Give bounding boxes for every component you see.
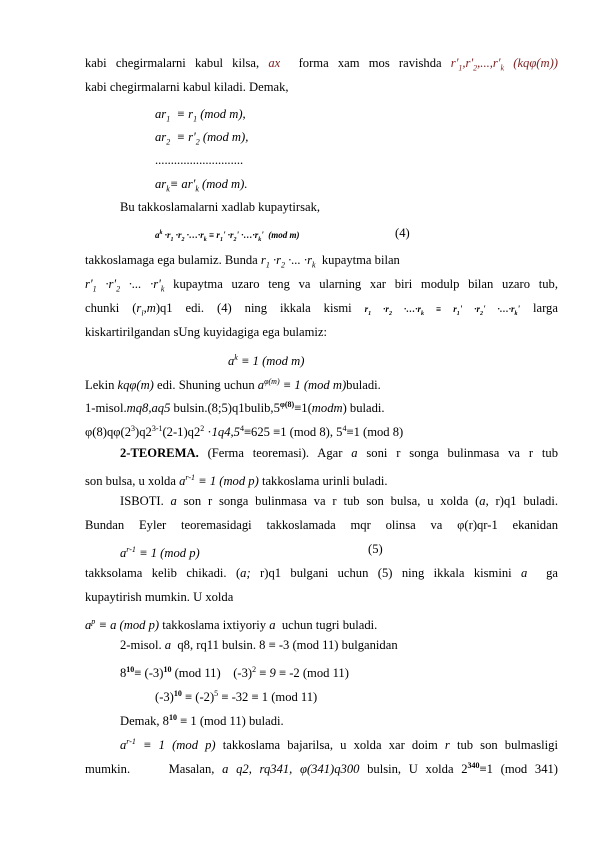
text-line-27: $(-3)^{10} \equiv (-2)^5 \equiv -32 \equiv 1$ (mod 11) [155, 689, 318, 705]
text-line-20: Bundan Eyler teoremasidagi takkoslamada mqr olinsa va φ(r)qr-1 ekanidan [85, 518, 558, 532]
ellipsis-line: ............................ [155, 153, 244, 167]
text-line-30: mumkin. Masalan, a q2, rq341, φ(341)q300 bulsin, U xolda $2^{340}\equiv 1$ (mod 341) [85, 761, 558, 777]
text-line-2: kabi chegirmalarni kabul kiladi. Demak, [85, 80, 289, 94]
example-1: 1-misol.mq8,aq5 $bulsin.(8;5)q1bulib,5^{\varphi(8)}\equiv 1(modm)$ buladi. [85, 400, 385, 416]
text-line-1: kabi chegirmalarni kabul kilsa, ax forma xam mos ravishda $r'_1,r'_2,...,r'_k$ (kqφ(m)) [85, 56, 558, 73]
text-line-14: Lekin kqφ(m) edi. Shuning uchun $a^{\varphi(m)} \equiv 1$ (mod m)buladi. [85, 377, 381, 393]
congruence-1: $ar_1 \equiv r_1$ (mod m), [155, 107, 246, 124]
text-line-12: kiskartirilgandan sUng kuyidagiga ega bulamiz: [85, 325, 328, 339]
text-line-18: son bulsa, u xolda $a^{r-1} \equiv 1$ (mod p) takkoslama urinli buladi. [85, 473, 388, 489]
theorem-2-heading: 2-TEOREMA. (Ferma teoremasi). Agar a soni r songa bulinmasa va r tub [120, 446, 559, 460]
text-line-22: takksolama kelib chikadi. (a; r)q1 bulgani uchun (5) ning ikkala kismini a ga [85, 566, 558, 580]
text-line-23: kupaytirish mumkin. U xolda [85, 590, 234, 604]
formula-4: $a^k \cdot r_1 \cdot r_2$ $\cdot\dots\cdot r_k \equiv r_1' \cdot r_2'$ $\cdot\dots\cdot r_k'$ (mod m) (4) [155, 226, 410, 243]
text-line-24: $a^p \equiv a$ (mod p) takkoslama ixtiyoriy a uchun tugri buladi. [85, 617, 378, 633]
example-2: 2-misol. a q8, rq11 bulsin. 8 ≡ -3 (mod 11) bulganidan [120, 638, 398, 652]
text-line-10: $r'_1 \cdot r'_2$ ·... $\cdot r'_k$ kupaytma uzaro teng va ularning xar biri modulp bilan uzaro tub, [85, 277, 558, 294]
proof-line: ISBOTI. a son r songa bulinmasa va r tub son bulsa, u xolda (a, r)q1 buladi. [120, 494, 558, 508]
formula-ak: $a^k \equiv 1$ (mod m) [228, 353, 305, 369]
text-line-9: takkoslamaga ega bulamiz. Bunda $r_1 \cdot r_2$ ·... $\cdot r_k$ kupaytma bilan [85, 253, 400, 270]
equation-number-4: (4) [395, 226, 410, 240]
equation-number-5: (5) [368, 542, 383, 556]
text-line-11: chunki $(r_i,m)q1$ edi. (4) ning ikkala kismi $r_1 \cdot r_2$ $\cdot\dots\cdot r_k \equiv r_1' \cdot r_2'$ $\cdot\dots\cdot r_k'$ larga [85, 301, 558, 318]
text-line-7: Bu takkoslamalarni xadlab kupaytirsak, [120, 200, 321, 214]
text-line-26: $8^{10}\equiv (-3)^{10}$ (mod 11) $(-3)^2 \equiv 9 \equiv -2$ (mod 11) [120, 665, 349, 681]
formula-5: $a^{r-1} \equiv 1$ (mod p) (5) [120, 542, 383, 561]
congruence-k: $ar_k\equiv ar'_k$ (mod m). [155, 177, 248, 194]
congruence-2: $ar_2 \equiv r'_2$ (mod m), [155, 130, 249, 147]
text-line-29: $a^{r-1} \equiv 1$ (mod p) takkoslama bajarilsa, u xolda xar doim r tub son bulmasligi [120, 737, 558, 753]
text-line-28: Demak, $8^{10} \equiv 1$ (mod 11) buladi. [120, 713, 284, 729]
text-line-16: $\varphi(8)q\varphi(2^3)q2^{3-1}(2-1)q2^2 \cdot 1q4,5^4\equiv 625 \equiv 1$ (mod 8), $5^4\equiv 1$ (mod 8) [85, 424, 404, 440]
